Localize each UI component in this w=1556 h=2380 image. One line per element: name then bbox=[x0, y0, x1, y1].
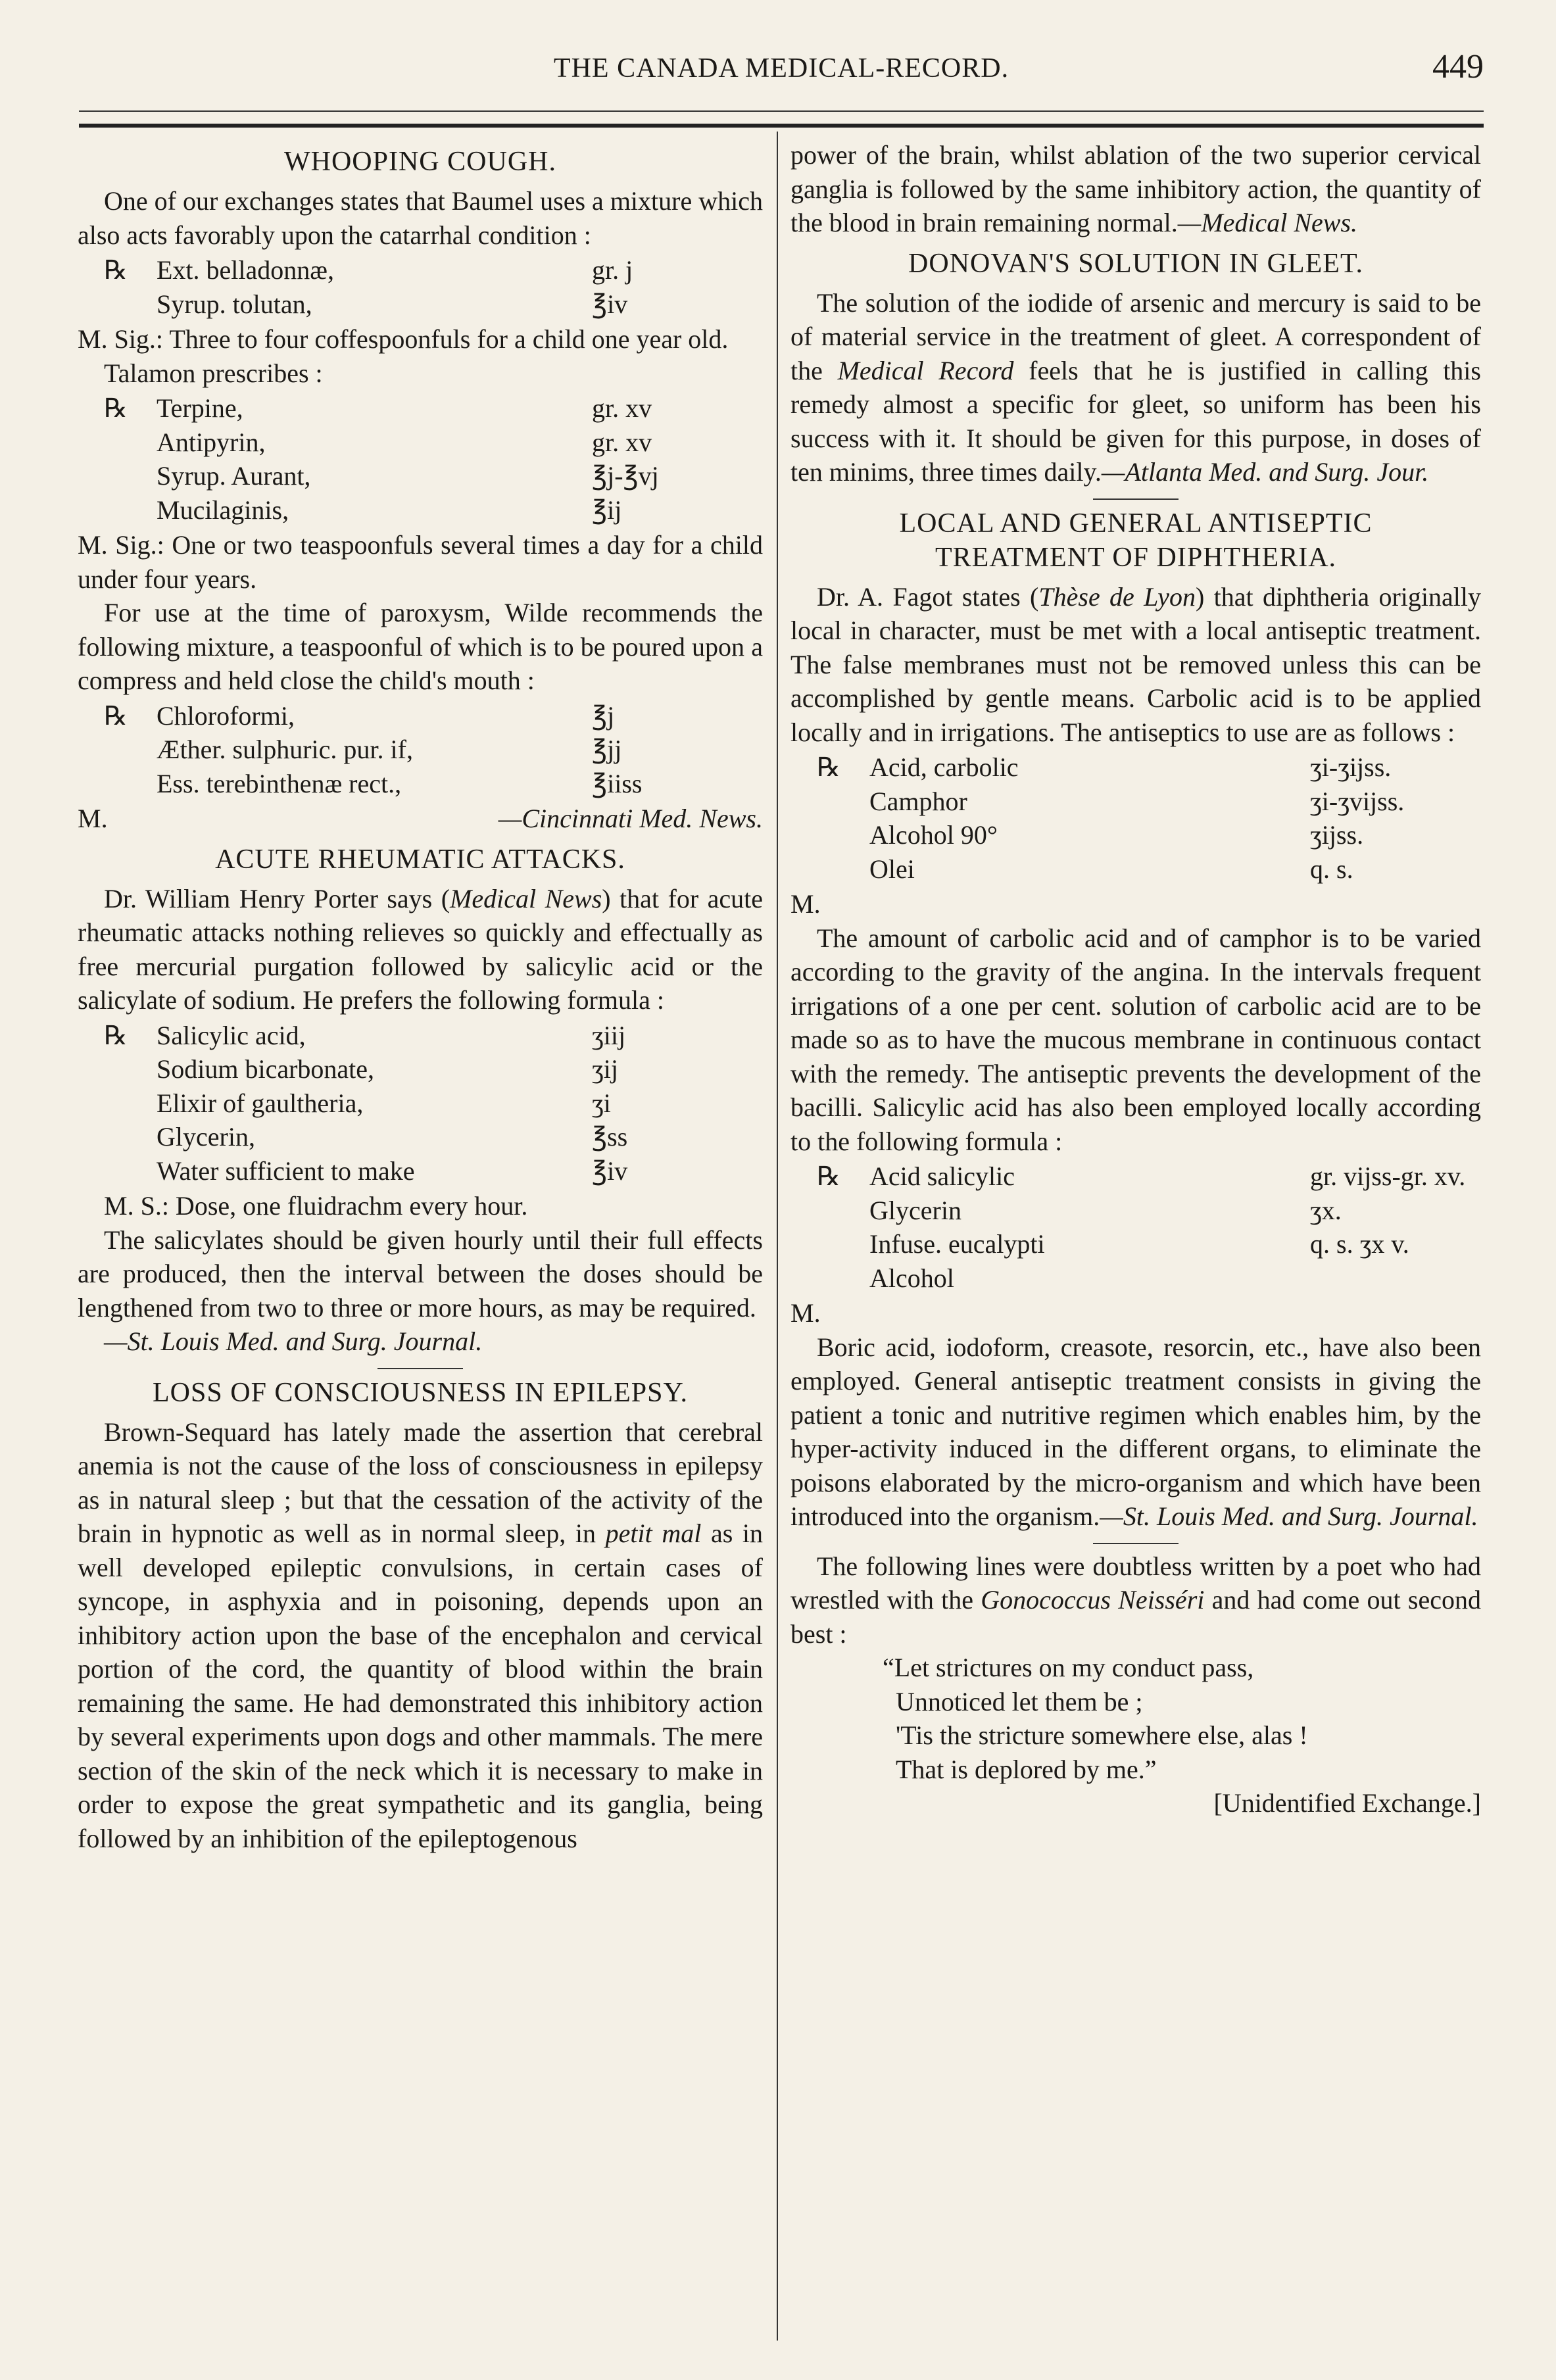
rx-ingredient: Terpine, bbox=[157, 393, 243, 423]
rx-symbol bbox=[78, 459, 157, 493]
poem-line: That is deplored by me.” bbox=[896, 1754, 1157, 1784]
prescription-row bbox=[78, 1052, 763, 1086]
prescription-row bbox=[790, 1227, 1481, 1261]
article-source: —Cincinnati Med. News. bbox=[498, 804, 763, 833]
rx-ingredient: Mucilaginis, bbox=[157, 495, 289, 525]
prescription-row bbox=[78, 1120, 763, 1154]
article-title: DONOVAN'S SOLUTION IN GLEET. bbox=[908, 248, 1363, 279]
text-run: and had come out second best : bbox=[790, 1585, 1481, 1649]
prescription-row bbox=[790, 1194, 1481, 1228]
text-run: Boric acid, iodoform, creasote, resorcin, etc., have also been employed. General antiseptic treatment consists in giving the patient a tonic and nutritive regimen which enables him, by the hyper-activity induced in the different organs, to eliminate the poisons elaborated by the micro-organism and which have been introduced into the organism. bbox=[790, 1332, 1481, 1531]
article-title: WHOOPING COUGH. bbox=[284, 147, 556, 177]
rx-dose: ℥ss bbox=[592, 1122, 628, 1152]
prescription bbox=[78, 699, 763, 801]
rx-dose bbox=[1310, 1261, 1481, 1296]
prescription bbox=[790, 750, 1481, 886]
paragraph bbox=[790, 1549, 1481, 1651]
mix-and-source bbox=[78, 802, 763, 836]
text-run: Brown-Sequard has lately made the assertion that cerebral anemia is not the cause of the loss of consciousness in epilepsy as in natural sleep ; but that the cessation of the activity of the brain in hypnotic as well as in normal sleep, in bbox=[78, 1417, 763, 1548]
rx-symbol: ℞ bbox=[104, 255, 128, 285]
rx-dose: ʒiij bbox=[592, 1020, 626, 1050]
rx-dose: q. s. bbox=[1310, 854, 1353, 884]
running-head: THE CANADA MEDICAL-RECORD. bbox=[553, 53, 1009, 84]
signa: M. S.: Dose, one fluidrachm every hour. bbox=[104, 1191, 528, 1221]
rx-dose: ℥jj bbox=[592, 735, 622, 764]
prescription bbox=[78, 253, 763, 321]
rx-symbol: ℞ bbox=[817, 752, 840, 782]
rx-dose: ℥j-℥vj bbox=[592, 461, 659, 491]
paragraph bbox=[78, 882, 763, 1017]
article-source: —St. Louis Med. and Surg. Journal. bbox=[1100, 1501, 1478, 1531]
rx-symbol bbox=[78, 1052, 157, 1086]
prescription-row bbox=[790, 1159, 1481, 1194]
rx-dose: gr. xv bbox=[592, 393, 652, 423]
article-source: —St. Louis Med. and Surg. Journal. bbox=[104, 1326, 483, 1356]
italic-term: Gonococcus Neisséri bbox=[981, 1585, 1205, 1615]
rx-dose: gr. j bbox=[592, 255, 633, 285]
paragraph bbox=[790, 1330, 1481, 1534]
rx-dose: ʒx. bbox=[1310, 1195, 1342, 1225]
rx-ingredient: Camphor bbox=[869, 786, 967, 816]
prescription-row bbox=[78, 767, 763, 801]
rx-symbol bbox=[78, 1086, 157, 1121]
signa: M. Sig.: Three to four coffespoonfuls for a child one year old. bbox=[78, 324, 729, 354]
rx-symbol bbox=[790, 818, 869, 852]
prescription-row bbox=[78, 733, 763, 767]
section-rule bbox=[377, 1368, 463, 1369]
prescription-row bbox=[78, 287, 763, 322]
article-source: —Medical News. bbox=[1177, 208, 1358, 237]
article-continuation bbox=[790, 138, 1481, 240]
rx-ingredient: Syrup. tolutan, bbox=[157, 289, 312, 319]
rx-ingredient: Water sufficient to make bbox=[157, 1155, 415, 1186]
paragraph bbox=[790, 286, 1481, 489]
rx-ingredient: Elixir of gaultheria, bbox=[157, 1088, 364, 1118]
text-run: feels that he is justified in calling this remedy almost a specific for gleet, so uniform has been his success with it. It should be given for this purpose, in doses of ten minims, three times daily. bbox=[790, 355, 1481, 487]
rx-symbol bbox=[790, 852, 869, 886]
poem-line: Unnoticed let them be ; bbox=[896, 1686, 1143, 1716]
prescription-row bbox=[78, 459, 763, 493]
rx-dose: ℥iv bbox=[592, 1155, 628, 1186]
column-divider bbox=[777, 132, 778, 2341]
page-number: 449 bbox=[1432, 48, 1484, 85]
attribution: [Unidentified Exchange.] bbox=[1213, 1788, 1481, 1818]
article-diphtheria bbox=[790, 506, 1481, 1534]
mix-mark: M. bbox=[78, 804, 108, 833]
article-source: —Atlanta Med. and Surg. Jour. bbox=[1101, 457, 1429, 487]
rx-ingredient: Glycerin bbox=[869, 1195, 961, 1225]
prescription-row bbox=[78, 253, 763, 287]
rx-ingredient: Ess. terebinthenæ rect., bbox=[157, 768, 402, 798]
rx-ingredient: Æther. sulphuric. pur. if, bbox=[157, 735, 413, 764]
header-rule bbox=[79, 110, 1484, 112]
section-rule bbox=[1093, 1543, 1179, 1544]
rx-ingredient: Sodium bicarbonate, bbox=[157, 1054, 375, 1084]
article-donovans-solution bbox=[790, 247, 1481, 489]
article-loss-of-consciousness bbox=[78, 1376, 763, 1856]
prescription-row bbox=[78, 391, 763, 425]
paragraph bbox=[790, 580, 1481, 750]
prescription-row bbox=[790, 785, 1481, 819]
rx-dose: ℥ij bbox=[592, 495, 622, 525]
rx-dose: ʒi-ʒvijss. bbox=[1310, 786, 1405, 816]
rx-ingredient: Glycerin, bbox=[157, 1122, 255, 1152]
title-line: LOCAL AND GENERAL ANTISEPTIC bbox=[899, 508, 1373, 539]
rx-symbol: ℞ bbox=[104, 393, 128, 423]
rx-symbol bbox=[78, 1120, 157, 1154]
signa: M. Sig.: One or two teaspoonfuls several times a day for a child under four years. bbox=[78, 530, 763, 594]
italic-term: petit mal bbox=[605, 1518, 702, 1548]
rx-ingredient: Acid salicylic bbox=[869, 1161, 1015, 1191]
article-acute-rheumatic-attacks bbox=[78, 842, 763, 1359]
prescription-row bbox=[78, 1019, 763, 1053]
text-run: ) that for acute rheumatic attacks nothing relieves so quickly and effectually as free mercurial purgation followed by salicylic acid or the salicylate of sodium. He prefers the following formula : bbox=[78, 883, 764, 1015]
rx-ingredient: Salicylic acid, bbox=[157, 1020, 306, 1050]
prescription bbox=[78, 391, 763, 527]
mix-mark: M. bbox=[790, 1298, 821, 1328]
rx-symbol: ℞ bbox=[817, 1161, 840, 1191]
rx-symbol: ℞ bbox=[104, 700, 128, 731]
rx-symbol bbox=[78, 425, 157, 460]
rx-ingredient: Ext. belladonnæ, bbox=[157, 255, 334, 285]
text-run: ) that diphtheria originally local in character, must be met with a local antiseptic treatment. The false membranes must not be removed unless this can be accomplished by gentle means. Carbolic acid is to be applied locally and in irrigations. The antiseptics to use are as follows : bbox=[790, 581, 1481, 747]
prescription bbox=[78, 1019, 763, 1188]
article-title: ACUTE RHEUMATIC ATTACKS. bbox=[215, 844, 625, 875]
rx-symbol bbox=[78, 287, 157, 322]
paragraph: One of our exchanges states that Baumel uses a mixture which also acts favorably upon the catarrhal condition : bbox=[78, 186, 763, 250]
page-header bbox=[79, 47, 1484, 100]
prescription-row bbox=[78, 493, 763, 527]
rx-symbol bbox=[790, 1261, 869, 1296]
article-title: LOSS OF CONSCIOUSNESS IN EPILEPSY. bbox=[153, 1377, 688, 1408]
paragraph bbox=[78, 1415, 763, 1856]
article-title bbox=[790, 506, 1481, 575]
poem-line: “Let strictures on my conduct pass, bbox=[883, 1653, 1254, 1682]
prescription-row bbox=[78, 1154, 763, 1188]
prescription-row bbox=[790, 1261, 1481, 1296]
text-run: Dr. William Henry Porter says ( bbox=[104, 883, 450, 913]
left-column bbox=[78, 138, 763, 2341]
paragraph: The salicylates should be given hourly until their full effects are produced, then the interval between the doses should be lengthened from two to three or more hours, as may be required. bbox=[78, 1225, 763, 1323]
text-run: The following lines were doubtless written by a poet who had wrestled with the bbox=[790, 1551, 1481, 1615]
rx-ingredient: Olei bbox=[869, 854, 915, 884]
rx-dose: gr. vijss-gr. xv. bbox=[1310, 1161, 1466, 1191]
journal-name: Medical News bbox=[450, 883, 602, 913]
rx-dose: q. s. ʒx v. bbox=[1310, 1229, 1409, 1259]
rx-dose: ʒijss. bbox=[1310, 820, 1364, 850]
rx-dose: ʒi-ʒijss. bbox=[1310, 752, 1392, 782]
text-run: power of the brain, whilst ablation of the two superior cervical ganglia is followed by the same inhibitory action, the quantity of the blood in brain remaining normal. bbox=[790, 140, 1481, 237]
rx-ingredient: Alcohol bbox=[869, 1263, 954, 1293]
rx-symbol bbox=[78, 493, 157, 527]
article-poem bbox=[790, 1549, 1481, 1820]
prescription-row bbox=[78, 425, 763, 460]
rx-ingredient: Syrup. Aurant, bbox=[157, 461, 311, 491]
prescription-row bbox=[78, 1086, 763, 1121]
prescription-row bbox=[78, 699, 763, 733]
poem-line: 'Tis the stricture somewhere else, alas ! bbox=[896, 1720, 1308, 1750]
prescription-row bbox=[790, 852, 1481, 886]
title-line: TREATMENT OF DIPHTHERIA. bbox=[935, 542, 1337, 573]
rx-dose: ʒij bbox=[592, 1054, 618, 1084]
journal-name: Medical Record bbox=[837, 355, 1014, 385]
section-rule bbox=[1093, 498, 1179, 500]
header-rule-thick bbox=[79, 124, 1484, 128]
rx-ingredient: Alcohol 90° bbox=[869, 820, 998, 850]
text-run: as in well developed epileptic convulsions, in certain cases of syncope, in asphyxia and in poisoning, depends upon an inhibitory action upon the base of the encephalon and cervical portion of the cord, the quantity of blood within the brain remaining the same. He had demonstrated this inhibitory action by several experiments upon dogs and other mammals. The mere section of the skin of the neck which it is necessary to make in order to expose the great sympathetic and its ganglia, being followed by an inhibition of the epileptogenous bbox=[78, 1518, 764, 1853]
rx-ingredient: Chloroformi, bbox=[157, 700, 295, 731]
rx-symbol bbox=[78, 733, 157, 767]
paragraph bbox=[790, 138, 1481, 240]
rx-dose: ℥iv bbox=[592, 289, 628, 319]
rx-symbol: ℞ bbox=[104, 1020, 128, 1050]
rx-symbol bbox=[78, 1154, 157, 1188]
paragraph: The amount of carbolic acid and of camphor is to be varied according to the gravity of the angina. In the intervals frequent irrigations of a one per cent. solution of carbolic acid are to be made so as to have the mucous membrane in continuous contact with the remedy. The antiseptic prevents the development of the bacilli. Salicylic acid has also been employed locally according to the following formula : bbox=[790, 923, 1481, 1156]
rx-symbol bbox=[790, 785, 869, 819]
thesis-name: Thèse de Lyon bbox=[1038, 581, 1196, 612]
paragraph: Talamon prescribes : bbox=[104, 358, 323, 388]
rx-symbol bbox=[790, 1194, 869, 1228]
rx-ingredient: Antipyrin, bbox=[157, 427, 266, 457]
prescription bbox=[790, 1159, 1481, 1295]
rx-ingredient: Infuse. eucalypti bbox=[869, 1229, 1045, 1259]
rx-ingredient: Acid, carbolic bbox=[869, 752, 1019, 782]
right-column bbox=[790, 138, 1481, 2341]
rx-dose: ʒi bbox=[592, 1088, 611, 1118]
text-run: The solution of the iodide of arsenic and mercury is said to be of material service in the treatment of gleet. A correspondent of the bbox=[790, 287, 1481, 385]
rx-symbol bbox=[790, 1227, 869, 1261]
prescription-row bbox=[790, 750, 1481, 785]
rx-dose: ℥iiss bbox=[592, 768, 643, 798]
mix-mark: M. bbox=[790, 889, 821, 919]
rx-dose: ℥j bbox=[592, 700, 615, 731]
rx-dose: gr. xv bbox=[592, 427, 652, 457]
paragraph: For use at the time of paroxysm, Wilde recommends the following mixture, a teaspoonful of which is to be poured upon a compress and held close the child's mouth : bbox=[78, 598, 763, 695]
text-run: Dr. A. Fagot states ( bbox=[817, 581, 1039, 612]
rx-symbol bbox=[78, 767, 157, 801]
prescription-row bbox=[790, 818, 1481, 852]
article-whooping-cough bbox=[78, 145, 763, 836]
poem bbox=[883, 1651, 1481, 1786]
